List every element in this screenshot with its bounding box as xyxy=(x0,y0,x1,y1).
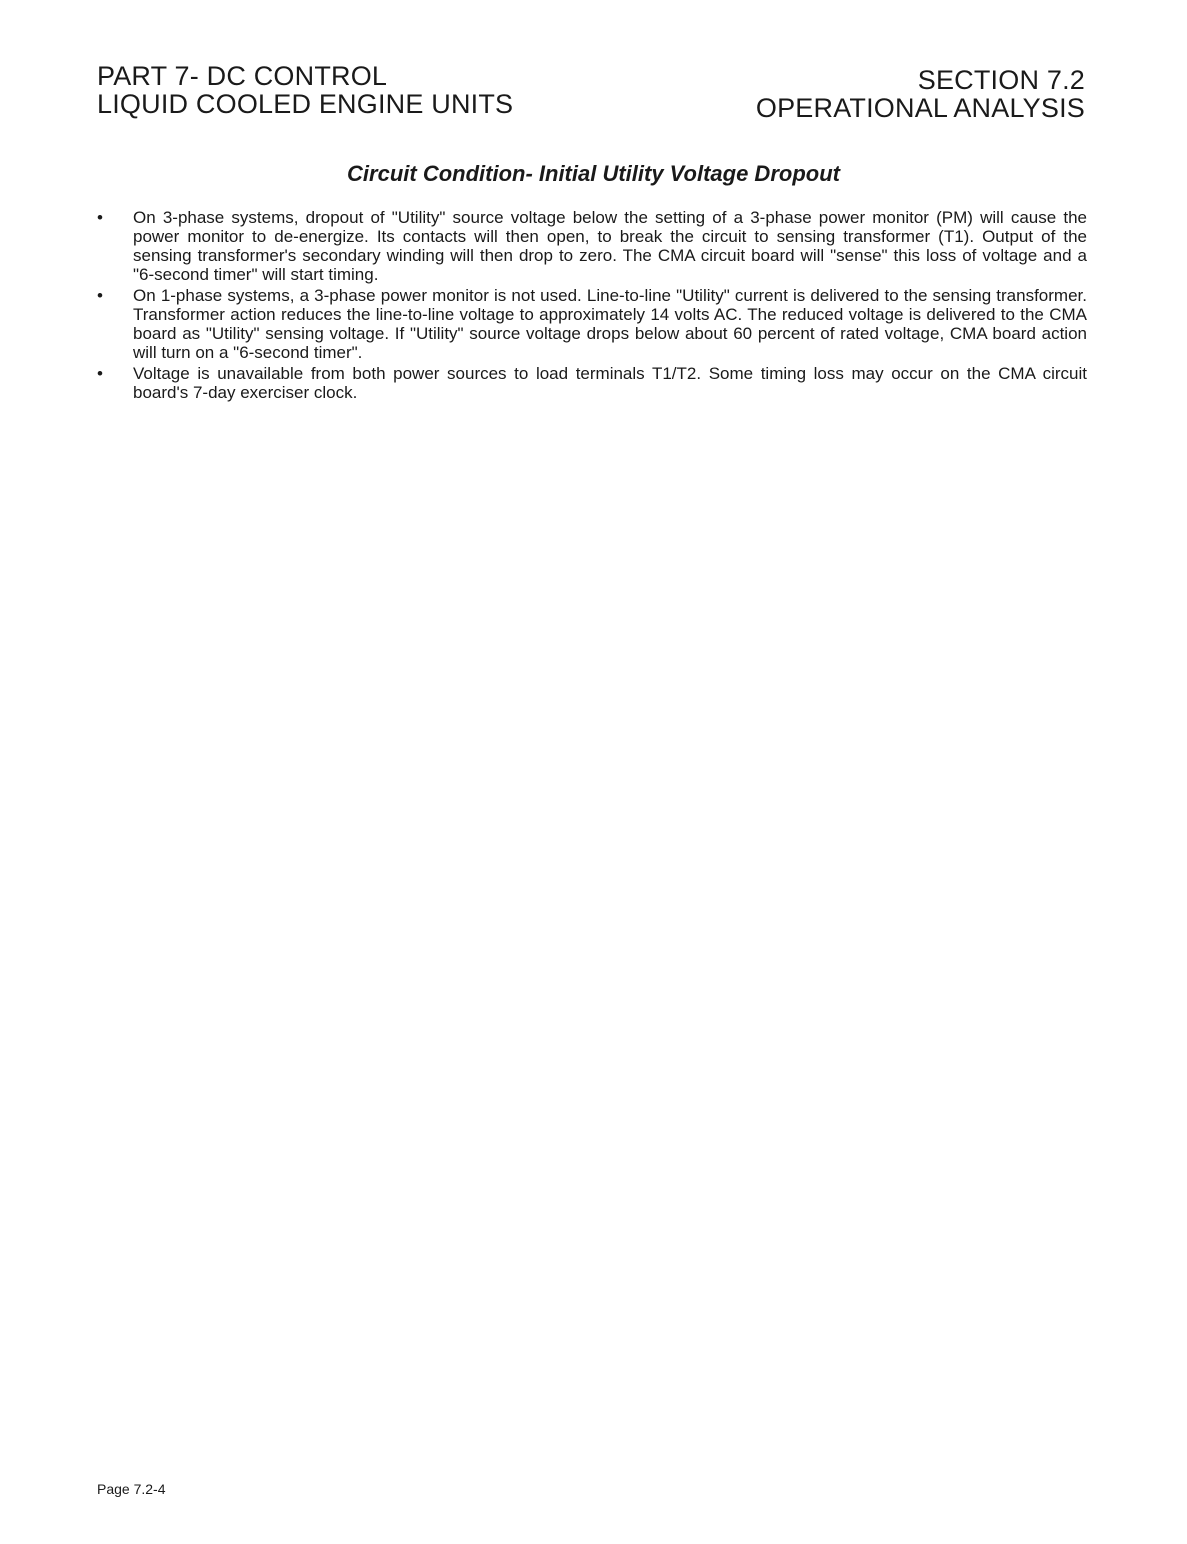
circuit-condition-heading: Circuit Condition- Initial Utility Voltage Dropout xyxy=(347,161,840,186)
section-title: OPERATIONAL ANALYSIS xyxy=(755,93,1085,123)
bullet-marker: • xyxy=(97,364,103,383)
bullet-item-voltage-unavailable xyxy=(97,364,1087,402)
bullet-text: On 1-phase systems, a 3-phase power monitor is not used. Line-to-line "Utility" current is delivered to the sensing transformer. Transformer action reduces the line-to-line voltage to approximately 14 volts AC. The reduced voltage is delivered to the CMA board as "Utility" sensing voltage. If "Utility" source voltage drops below about 60 percent of rated voltage, CMA board action will turn on a "6-second timer". xyxy=(133,286,1087,362)
page-number: Page 7.2-4 xyxy=(97,1481,166,1497)
bullet-item-three-phase xyxy=(97,208,1087,284)
section-number: SECTION 7.2 xyxy=(917,65,1085,95)
bullet-marker: • xyxy=(97,208,103,227)
bullet-item-single-phase xyxy=(97,286,1087,362)
part-header xyxy=(97,62,513,118)
section-header xyxy=(756,66,1085,122)
part-title: PART 7- DC CONTROL xyxy=(97,61,388,91)
bullet-marker: • xyxy=(97,286,103,305)
bullet-text: Voltage is unavailable from both power sources to load terminals T1/T2. Some timing loss may occur on the CMA circuit board's 7-day exerciser clock. xyxy=(133,364,1087,402)
bullet-text: On 3-phase systems, dropout of "Utility" source voltage below the setting of a 3-phase power monitor (PM) will cause the power monitor to de-energize. Its contacts will then open, to break the circuit to sensing transformer (T1). Output of the sensing transformer's secondary winding will then drop to zero. The CMA circuit board will "sense" this loss of voltage and a "6-second timer" will start timing. xyxy=(133,208,1087,284)
bullet-list xyxy=(97,208,1087,404)
part-subtitle: LIQUID COOLED ENGINE UNITS xyxy=(97,89,514,119)
